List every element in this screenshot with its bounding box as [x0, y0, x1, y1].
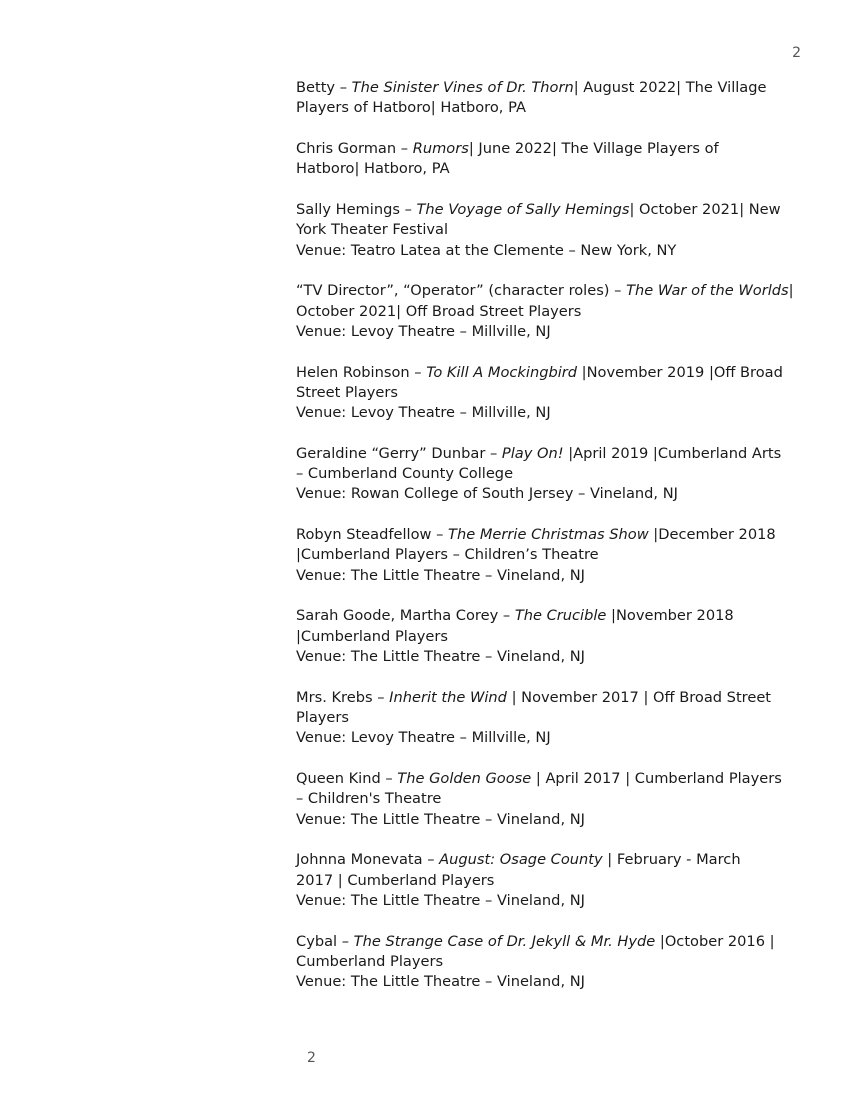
credit-text: Queen Kind – [296, 769, 398, 787]
credit-entry [296, 769, 816, 830]
credit-line [296, 769, 816, 789]
credit-line [296, 606, 816, 626]
credit-line [296, 810, 816, 830]
credit-text: Mrs. Krebs – [296, 688, 390, 706]
credit-text: Sally Hemings – [296, 200, 417, 218]
credit-text: | October 2021| New [629, 200, 781, 218]
credit-text: Johnna Monevata – [296, 851, 440, 869]
credit-text: October 2021| Off Broad Street Players [296, 302, 582, 320]
credit-text: Venue: The Little Theatre – Vineland, NJ [296, 647, 585, 665]
credit-text: Venue: The Little Theatre – Vineland, NJ [296, 566, 585, 584]
production-title: The Voyage of Sally Hemings [416, 200, 630, 218]
credit-text: | February - March [602, 851, 741, 869]
credit-text: – Children's Theatre [296, 790, 442, 808]
credit-line [296, 728, 816, 748]
credit-text: Chris Gorman – [296, 139, 413, 157]
credit-line [296, 932, 816, 952]
production-title: The Golden Goose [397, 769, 532, 787]
credit-entry [296, 932, 816, 993]
credit-line [296, 627, 816, 647]
credit-line [296, 159, 816, 179]
credit-line [296, 444, 816, 464]
credit-text: Venue: The Little Theatre – Vineland, NJ [296, 891, 585, 909]
credit-line [296, 545, 816, 565]
credit-text: |November 2019 |Off Broad [577, 363, 783, 381]
credit-line [296, 383, 816, 403]
credit-line [296, 220, 816, 240]
credit-text: | April 2017 | Cumberland Players [531, 769, 782, 787]
credit-text: Cybal – [296, 932, 354, 950]
credit-text: Street Players [296, 383, 398, 401]
credit-entry [296, 78, 816, 119]
page-number-bottom: 2 [307, 1050, 316, 1066]
credit-text: Helen Robinson – [296, 363, 427, 381]
credit-entry [296, 139, 816, 180]
credit-text: Venue: The Little Theatre – Vineland, NJ [296, 810, 585, 828]
credit-line [296, 281, 816, 301]
credit-line [296, 850, 816, 870]
credit-text: York Theater Festival [296, 221, 449, 239]
credit-text: 2017 | Cumberland Players [296, 871, 495, 889]
credit-line [296, 871, 816, 891]
credit-line [296, 200, 816, 220]
credit-line [296, 241, 816, 261]
production-title: The Strange Case of Dr. Jekyll & Mr. Hyde [353, 932, 656, 950]
credit-text: Venue: Levoy Theatre – Millville, NJ [296, 404, 551, 422]
credit-line [296, 322, 816, 342]
page-number-top: 2 [792, 45, 801, 61]
credit-entry [296, 363, 816, 424]
credit-text: Venue: Levoy Theatre – Millville, NJ [296, 322, 551, 340]
credit-text: Venue: The Little Theatre – Vineland, NJ [296, 973, 585, 991]
credit-entry [296, 281, 816, 342]
credit-line [296, 891, 816, 911]
credit-text: Venue: Teatro Latea at the Clemente – New York, NY [296, 241, 677, 259]
credit-line [296, 952, 816, 972]
credit-entry [296, 688, 816, 749]
production-title: Rumors [412, 139, 469, 157]
production-title: The Crucible [514, 607, 607, 625]
credit-entry [296, 850, 816, 911]
credit-text: Cumberland Players [296, 952, 444, 970]
credit-line [296, 484, 816, 504]
credit-text: Players of Hatboro| Hatboro, PA [296, 99, 526, 117]
production-title: The Sinister Vines of Dr. Thorn [351, 79, 574, 96]
credit-line [296, 363, 816, 383]
production-title: Play On! [501, 444, 564, 462]
credit-text: Robyn Steadfellow – [296, 526, 449, 544]
credit-text: Betty – [296, 79, 352, 96]
credit-text: “TV Director”, “Operator” (character roles) – [296, 282, 627, 300]
credit-text: | [788, 282, 794, 300]
credit-text: |December 2018 [648, 526, 776, 544]
credit-text: Players [296, 708, 350, 726]
credit-line [296, 789, 816, 809]
credit-line [296, 566, 816, 586]
credit-line [296, 464, 816, 484]
credit-entry [296, 606, 816, 667]
credits-list [296, 78, 816, 1013]
credit-line [296, 98, 816, 118]
credit-text: | June 2022| The Village Players of [468, 139, 719, 157]
credit-text: |October 2016 | [655, 932, 775, 950]
credit-text: | August 2022| The Village [573, 79, 767, 96]
credit-text: Hatboro| Hatboro, PA [296, 160, 450, 178]
credit-line [296, 403, 816, 423]
credit-line [296, 78, 816, 98]
production-title: Inherit the Wind [389, 688, 507, 706]
production-title: The Merrie Christmas Show [448, 526, 649, 544]
credit-line [296, 525, 816, 545]
production-title: The War of the Worlds [626, 282, 789, 300]
credit-line [296, 647, 816, 667]
credit-line [296, 708, 816, 728]
credit-text: |Cumberland Players [296, 627, 448, 645]
credit-text: – Cumberland County College [296, 465, 514, 483]
credit-text: Venue: Rowan College of South Jersey – Vineland, NJ [296, 485, 678, 503]
credit-line [296, 972, 816, 992]
production-title: To Kill A Mockingbird [426, 363, 578, 381]
credit-text: |April 2019 |Cumberland Arts [563, 444, 782, 462]
credit-text: Geraldine “Gerry” Dunbar – [296, 444, 502, 462]
credit-line [296, 688, 816, 708]
credit-text: Venue: Levoy Theatre – Millville, NJ [296, 729, 551, 747]
credit-line [296, 302, 816, 322]
credit-text: Sarah Goode, Martha Corey – [296, 607, 515, 625]
credit-text: |November 2018 [606, 607, 734, 625]
credit-line [296, 139, 816, 159]
credit-entry [296, 525, 816, 586]
credit-entry [296, 200, 816, 261]
credit-entry [296, 444, 816, 505]
credit-text: |Cumberland Players – Children’s Theatre [296, 546, 599, 564]
credit-text: | November 2017 | Off Broad Street [506, 688, 772, 706]
production-title: August: Osage County [439, 851, 603, 869]
